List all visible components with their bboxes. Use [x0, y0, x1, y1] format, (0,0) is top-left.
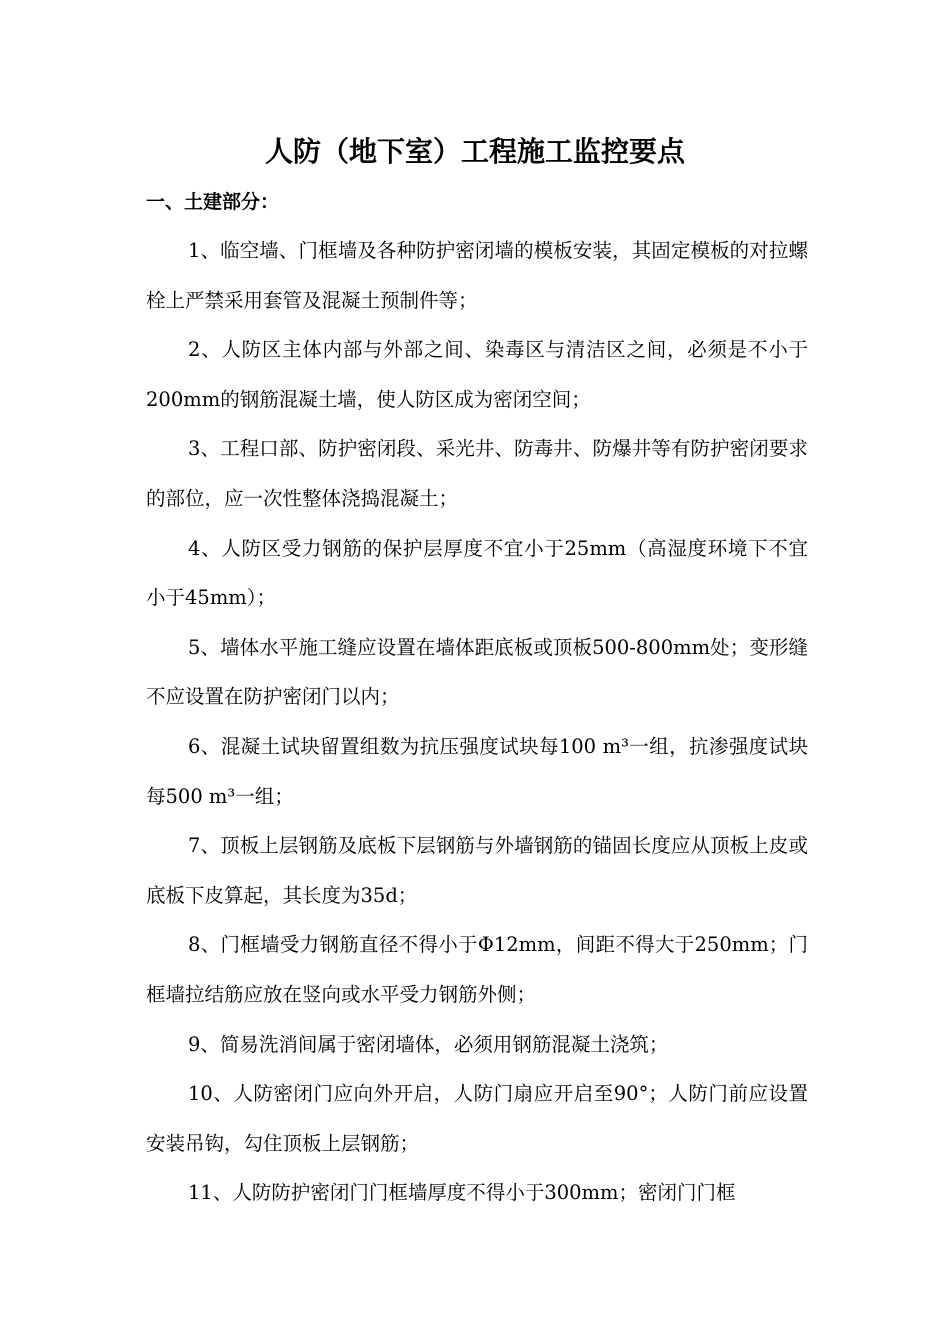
paragraph-8: 8、门框墙受力钢筋直径不得小于Φ12mm，间距不得大于250mm；门框墙拉结筋应放在竖向或水平受力钢筋外侧； — [146, 933, 808, 1006]
paragraph-7: 7、顶板上层钢筋及底板下层钢筋与外墙钢筋的锚固长度应从顶板上皮或底板下皮算起，其长度为35d； — [146, 834, 808, 907]
paragraph-4: 4、人防区受力钢筋的保护层厚度不宜小于25mm（高湿度环境下不宜小于45mm）； — [146, 536, 808, 610]
document-title: 人防（地下室）工程施工监控要点 — [264, 135, 685, 168]
paragraph-3: 3、工程口部、防护密闭段、采光井、防毒井、防爆井等有防护密闭要求的部位，应一次性整体浇捣混凝土； — [146, 437, 808, 510]
body-text — [146, 226, 808, 1218]
section-heading: 一、土建部分： — [146, 191, 280, 213]
paragraph-10: 10、人防密闭门应向外开启，人防门扇应开启至90°；人防门前应设置安装吊钩，勾住顶板上层钢筋； — [146, 1082, 808, 1155]
paragraph-5: 5、墙体水平施工缝应设置在墙体距底板或顶板500-800mm处；变形缝不应设置在防护密闭门以内； — [146, 635, 808, 709]
paragraph-11: 11、人防防护密闭门门框墙厚度不得小于300mm；密闭门门框 — [188, 1181, 736, 1205]
paragraph-1: 1、临空墙、门框墙及各种防护密闭墙的模板安装，其固定模板的对拉螺栓上严禁采用套管及混凝土预制件等； — [146, 239, 808, 312]
paragraph-6: 6、混凝土试块留置组数为抗压强度试块每100 m³一组，抗渗强度试块每500 m³一组； — [146, 734, 808, 808]
paragraph-2: 2、人防区主体内部与外部之间、染毒区与清洁区之间，必须是不小于200mm的钢筋混凝土墙，使人防区成为密闭空间； — [146, 338, 808, 411]
paragraph-9: 9、简易洗消间属于密闭墙体，必须用钢筋混凝土浇筑； — [188, 1032, 669, 1056]
